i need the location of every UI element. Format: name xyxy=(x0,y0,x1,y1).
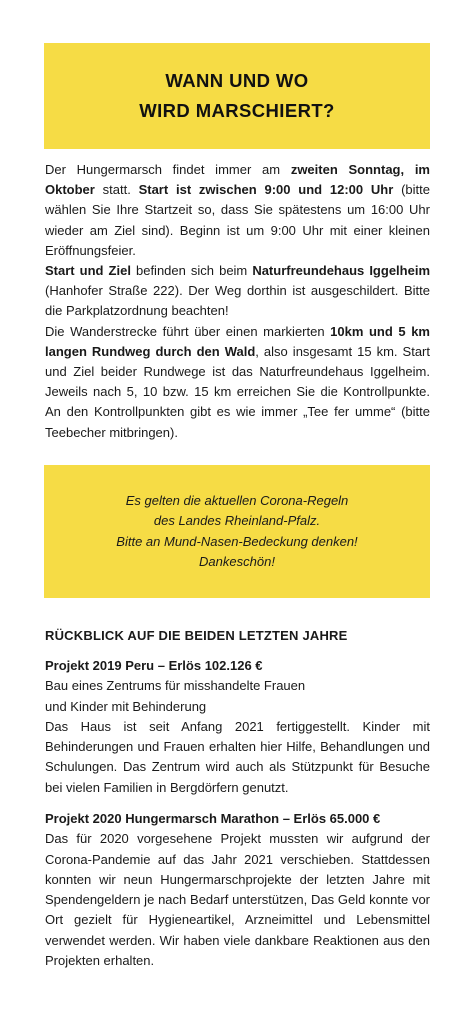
text-run: Der Hungermarsch findet immer am xyxy=(45,162,291,177)
text-run: , also insgesamt 15 km. Start und Ziel beider Rundwege ist das Naturfreundehaus Iggelheim. Jeweils nach 5, 10 bzw. 15 km erreichen Sie die Kontrollpunkte. An den Kontrollpunkten gibt es wie immer „Tee fer umme“ (bitte Teebecher mitbringen). xyxy=(45,343,430,440)
intro-paragraph-location xyxy=(45,261,430,322)
intro-text xyxy=(45,160,430,443)
bold-run: 10km und 5 km langen Rundweg durch den Wald xyxy=(45,323,430,359)
notice-line-3: Bitte an Mund-Nasen-Bedeckung denken! xyxy=(116,533,358,549)
bold-run: Start und Ziel xyxy=(45,263,131,279)
project-2019-title: Projekt 2019 Peru – Erlös 102.126 € xyxy=(45,658,263,673)
corona-notice-box xyxy=(44,465,430,598)
project-2019-subtitle-2: und Kinder mit Behinderung xyxy=(45,698,207,714)
text-run: Die Wanderstrecke führt über einen markierten xyxy=(45,323,331,339)
bold-run: Start ist zwischen 9:00 und 12:00 Uhr xyxy=(138,182,394,198)
notice-line-1: Es gelten die aktuellen Corona-Regeln xyxy=(125,492,349,508)
intro-paragraph-route xyxy=(45,322,430,443)
notice-line-2: des Landes Rheinland-Pfalz. xyxy=(153,513,321,528)
heading-line-2: WIRD MARSCHIERT? xyxy=(139,100,335,121)
bold-run: zweiten Sonntag, im Oktober xyxy=(45,162,430,198)
notice-line-4: Dankeschön! xyxy=(199,554,275,569)
project-2019-body: Das Haus ist seit Anfang 2021 fertiggestellt. Kinder mit Behinderungen und Frauen erhalten hier Hilfe, Behandlungen und Schulungen. Das Zentrum wird auch als Stützpunkt für Besuche bei vielen Familien in Bergdörfern genutzt. xyxy=(45,718,430,795)
text-run: befinden sich beim xyxy=(130,263,253,279)
review-section-title: RÜCKBLICK AUF DIE BEIDEN LETZTEN JAHRE xyxy=(45,628,348,643)
project-2019-subtitle-1: Bau eines Zentrums für misshandelte Frauen xyxy=(45,678,306,694)
project-2019 xyxy=(45,656,430,798)
project-2020-body: Das für 2020 vorgesehene Projekt mussten wir aufgrund der Corona-Pandemie auf das Jahr 2021 verschieben. Stattdessen konnten wir neun Hungermarschprojekte der letzten Jahre mit Spendengeldern je nach Bedarf unterstützen, Das Geld konnte vor Ort gezielt für Hygieneartikel, Arzneimittel und Lebensmittel verwendet werden. Wir haben viele dankbare Reaktionen aus den Projekten erhalten. xyxy=(45,831,430,969)
project-2020-title: Projekt 2020 Hungermarsch Marathon – Erlös 65.000 € xyxy=(45,811,381,826)
heading-line-1: WANN UND WO xyxy=(165,70,309,91)
project-2020 xyxy=(45,809,430,971)
text-run: (Hanhofer Straße 222). Der Weg dorthin ist ausgeschildert. Bitte die Parkplatzordnung beachten! xyxy=(45,283,430,319)
heading-banner xyxy=(44,43,430,149)
intro-paragraph-date xyxy=(45,160,430,261)
bold-run: Naturfreundehaus Iggelheim xyxy=(252,263,430,279)
text-run: statt. xyxy=(94,182,139,198)
text-run: (bitte wählen Sie Ihre Startzeit so, dass Sie spätestens um 16:00 Uhr wieder am Ziel sind). Beginn ist um 9:00 Uhr mit einer kleinen Eröffnungsfeier. xyxy=(45,182,430,258)
